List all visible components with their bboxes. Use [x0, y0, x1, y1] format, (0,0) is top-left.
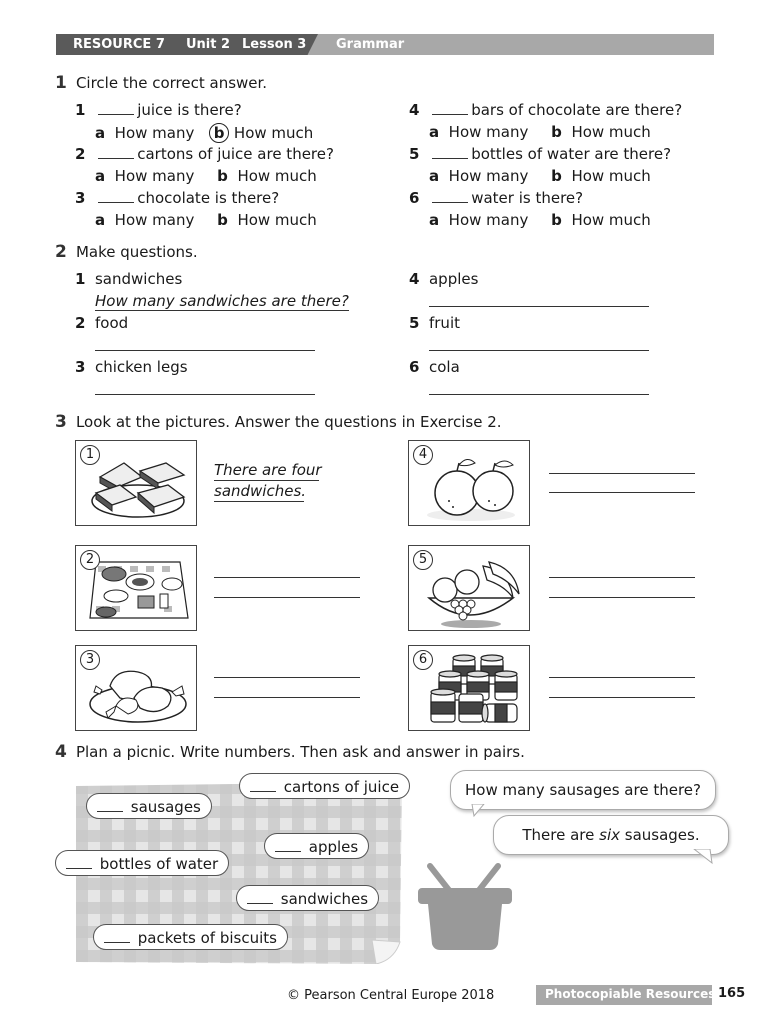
- picture-cola-cans: 6: [408, 645, 530, 731]
- ex1-item-5: 5 bottles of water are there?: [409, 145, 672, 163]
- ex2-item-4: 4 apples: [409, 270, 479, 288]
- ex4-heading: 4 Plan a picnic. Write numbers. Then ask and answer in pairs.: [55, 742, 525, 762]
- ex2-heading: 2 Make questions.: [55, 242, 198, 262]
- item-bottles-of-water: bottles of water: [55, 850, 229, 876]
- ex2-answer-line-6[interactable]: [429, 394, 649, 395]
- ex2-answer-line-5[interactable]: [429, 350, 649, 351]
- speech-bubble-question: How many sausages are there?: [450, 770, 716, 810]
- picture-chicken-legs: 3: [75, 645, 197, 731]
- ex2-answer-line-3[interactable]: [95, 394, 315, 395]
- ex1-item-3-options: a How many b How much: [95, 211, 317, 229]
- footer-label: Photocopiable Resources: [545, 987, 716, 1001]
- ex2-item-3: 3 chicken legs: [75, 358, 188, 376]
- header-unit: Unit 2: [186, 37, 231, 52]
- ex3-answer-line-5b[interactable]: [549, 597, 695, 598]
- ex1-item-5-options: a How many b How much: [429, 167, 651, 185]
- ex2-example-answer: How many sandwiches are there?: [95, 292, 349, 310]
- item-sausages: sausages: [86, 793, 212, 819]
- picture-fruit-bowl: 5: [408, 545, 530, 631]
- ex3-answer-line-3b[interactable]: [214, 697, 360, 698]
- ex2-item-5: 5 fruit: [409, 314, 460, 332]
- ex1-item-1: 1 juice is there?: [75, 101, 242, 119]
- ex3-answer-line-5a[interactable]: [549, 577, 695, 578]
- ex3-answer-line-3a[interactable]: [214, 677, 360, 678]
- circled-answer-b: b: [209, 123, 229, 143]
- bubble-tail-question: [470, 804, 500, 818]
- ex1-item-1-options: a How many b How much: [95, 124, 314, 142]
- header-lesson: Lesson 3: [242, 37, 307, 52]
- ex2-answer-line-2[interactable]: [95, 350, 315, 351]
- speech-bubble-answer: There are six sausages.: [493, 815, 729, 855]
- page-number: 165: [718, 986, 746, 1001]
- item-apples: apples: [264, 833, 369, 859]
- ex1-item-4: 4 bars of chocolate are there?: [409, 101, 683, 119]
- ex3-answer-line-4b[interactable]: [549, 492, 695, 493]
- ex3-answer-line-6b[interactable]: [549, 697, 695, 698]
- item-sandwiches: sandwiches: [236, 885, 379, 911]
- item-packets-of-biscuits: packets of biscuits: [93, 924, 288, 950]
- picture-apples: 4: [408, 440, 530, 526]
- ex3-answer-line-6a[interactable]: [549, 677, 695, 678]
- ex1-item-2-options: a How many b How much: [95, 167, 317, 185]
- ex2-answer-line-4[interactable]: [429, 306, 649, 307]
- footer-copyright: © Pearson Central Europe 2018: [287, 988, 495, 1003]
- item-cartons-of-juice: cartons of juice: [239, 773, 410, 799]
- ex1-item-3: 3 chocolate is there?: [75, 189, 280, 207]
- ex2-item-6: 6 cola: [409, 358, 460, 376]
- ex1-item-6: 6 water is there?: [409, 189, 584, 207]
- ex1-item-2: 2 cartons of juice are there?: [75, 145, 334, 163]
- ex1-item-6-options: a How many b How much: [429, 211, 651, 229]
- ex2-item-1: 1 sandwiches: [75, 270, 183, 288]
- ex1-heading: 1 Circle the correct answer.: [55, 73, 268, 93]
- header-resource: RESOURCE 7: [73, 37, 165, 52]
- header-text: [56, 34, 714, 55]
- bubble-tail-answer: [690, 849, 720, 865]
- header-section: Grammar: [336, 37, 405, 52]
- ex3-answer-line-2b[interactable]: [214, 597, 360, 598]
- ex3-answer-line-4a[interactable]: [549, 473, 695, 474]
- picture-sandwiches: 1: [75, 440, 197, 526]
- ex1-item-4-options: a How many b How much: [429, 123, 651, 141]
- ex3-heading: 3 Look at the pictures. Answer the questions in Exercise 2.: [55, 412, 502, 432]
- ex3-example-answer: There are four sandwiches.: [214, 461, 322, 500]
- basket-icon: [416, 860, 516, 952]
- picture-picnic-food: 2: [75, 545, 197, 631]
- ex2-item-2: 2 food: [75, 314, 129, 332]
- ex3-answer-line-2a[interactable]: [214, 577, 360, 578]
